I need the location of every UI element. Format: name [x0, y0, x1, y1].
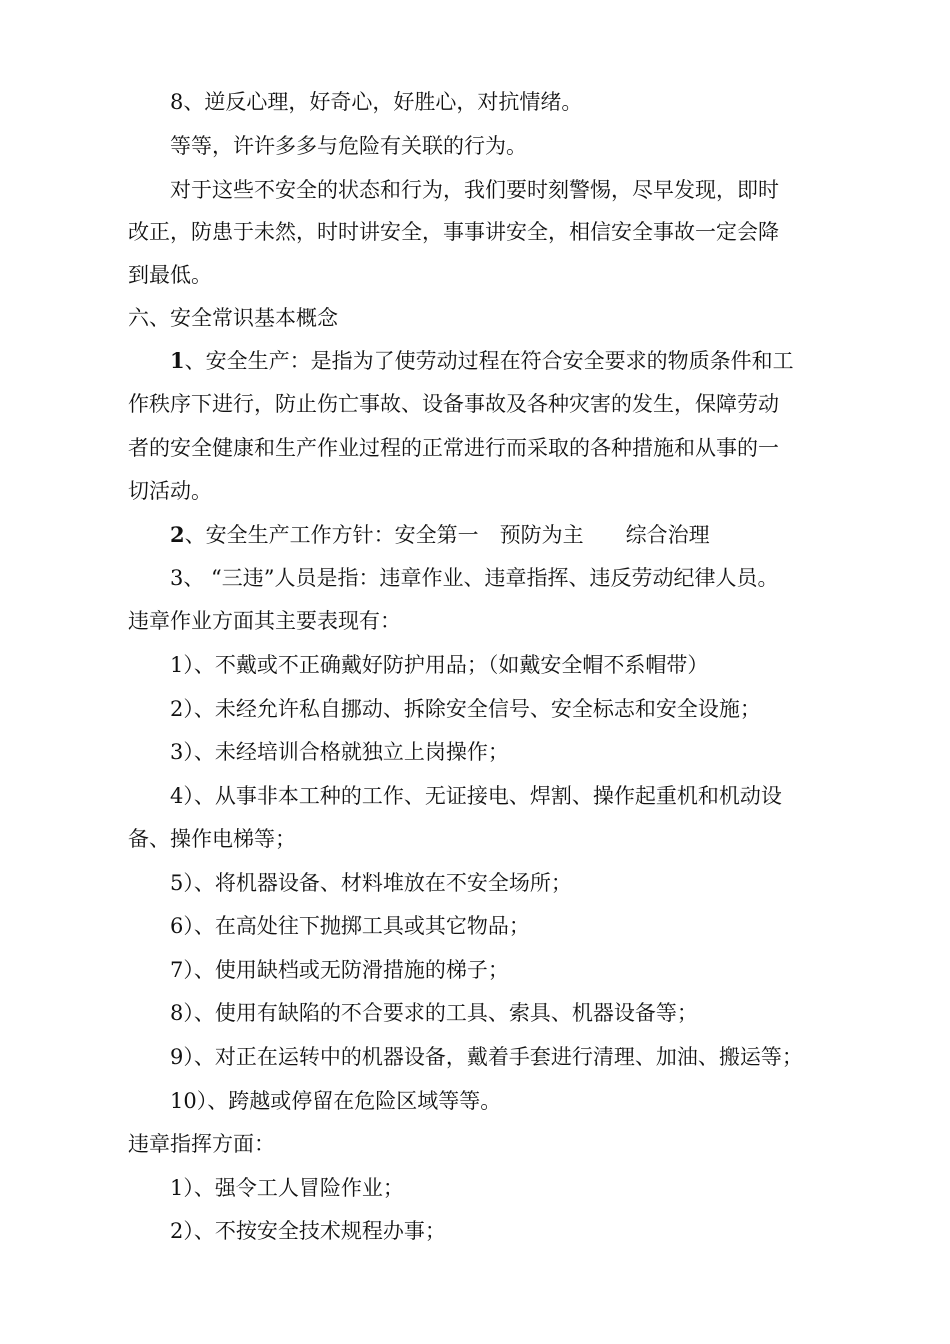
definition-1-line [170, 346, 830, 376]
item-number: 2 [170, 522, 185, 547]
text-line: 作秩序下进行，防止伤亡事故、设备事故及各种灾害的发生，保障劳动 [128, 392, 779, 416]
list-item: 6）、在高处往下抛掷工具或其它物品； [170, 914, 530, 938]
text-line: 3、 “三违”人员是指：违章作业、违章指挥、违反劳动纪律人员。 [170, 566, 779, 590]
text-line: 违章指挥方面： [128, 1132, 275, 1156]
list-item: 8）、使用有缺陷的不合要求的工具、索具、机器设备等； [170, 1001, 698, 1025]
list-item: 1）、强令工人冒险作业； [170, 1176, 404, 1200]
text-line: 备、操作电梯等； [128, 827, 296, 851]
text-line: 到最低。 [128, 263, 212, 287]
item-number: 1 [170, 348, 185, 373]
definition-2-line [170, 520, 830, 550]
text-line: 、安全生产：是指为了使劳动过程在符合安全要求的物质条件和工 [184, 349, 794, 373]
list-item: 5）、将机器设备、材料堆放在不安全场所； [170, 871, 572, 895]
text-line: 者的安全健康和生产作业过程的正常进行而采取的各种措施和从事的一 [128, 436, 779, 460]
text-line: 等等，许许多多与危险有关联的行为。 [170, 134, 527, 158]
list-item: 7）、使用缺档或无防滑措施的梯子； [170, 958, 509, 982]
text-line: 8、逆反心理，好奇心，好胜心，对抗情绪。 [170, 90, 583, 114]
text-line: 违章作业方面其主要表现有： [128, 609, 401, 633]
text-line: 、安全生产工作方针：安全第一 预防为主 综合治理 [184, 523, 710, 547]
list-item: 9）、对正在运转中的机器设备，戴着手套进行清理、加油、搬运等； [170, 1045, 803, 1069]
list-item: 10）、跨越或停留在危险区域等等。 [170, 1089, 502, 1113]
list-item: 1）、不戴或不正确戴好防护用品；（如戴安全帽不系帽带） [170, 653, 709, 677]
list-item: 3）、未经培训合格就独立上岗操作； [170, 740, 509, 764]
section-heading: 六、安全常识基本概念 [128, 306, 338, 330]
text-line: 改正，防患于未然，时时讲安全，事事讲安全，相信安全事故一定会降 [128, 220, 779, 244]
list-item: 2）、未经允许私自挪动、拆除安全信号、安全标志和安全设施； [170, 697, 761, 721]
text-line: 切活动。 [128, 479, 212, 503]
text-line: 对于这些不安全的状态和行为，我们要时刻警惕，尽早发现，即时 [170, 178, 779, 202]
list-item: 4）、从事非本工种的工作、无证接电、焊割、操作起重机和机动设 [170, 784, 782, 808]
list-item: 2）、不按安全技术规程办事； [170, 1219, 446, 1243]
